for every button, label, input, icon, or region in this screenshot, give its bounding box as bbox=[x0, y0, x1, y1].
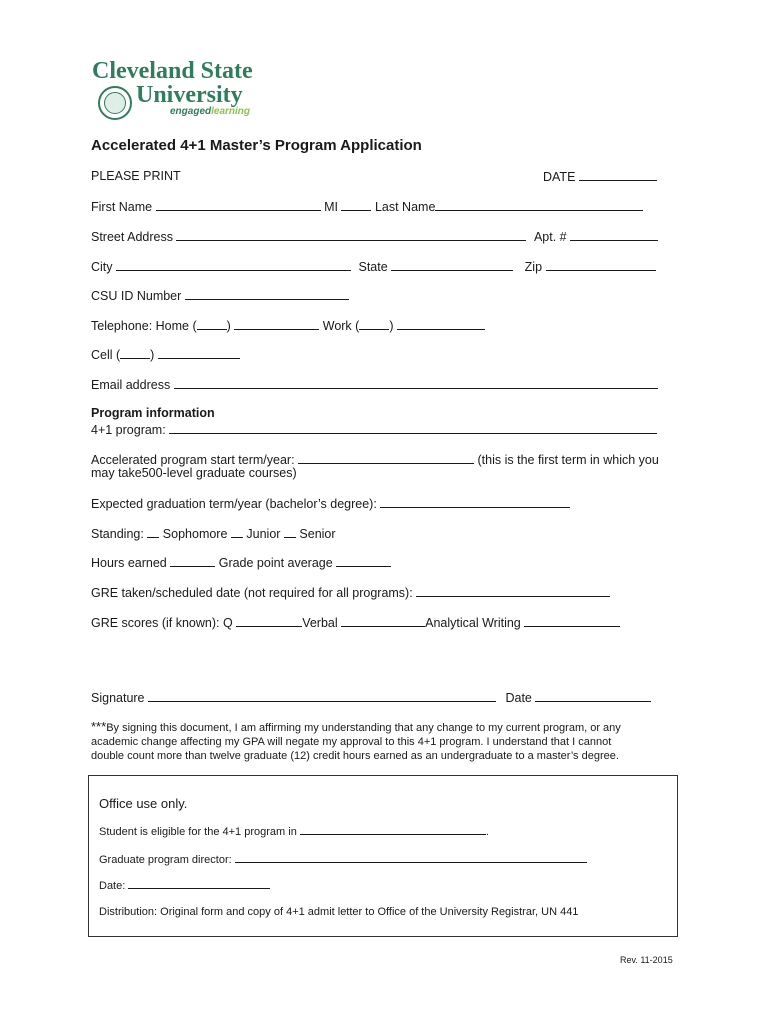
director-row bbox=[99, 852, 587, 866]
csu-id-label: CSU ID Number bbox=[91, 289, 182, 303]
signature-field[interactable] bbox=[148, 690, 496, 702]
program-row bbox=[91, 422, 657, 437]
gpa-label: Grade point average bbox=[218, 556, 333, 570]
disclaimer-line3: double count more than twelve graduate (12) credit hours earned as an undergraduate to a master’s degree. bbox=[91, 750, 619, 762]
gre-scores-row bbox=[91, 615, 620, 630]
program-info-heading: Program information bbox=[91, 406, 215, 420]
signature-label: Signature bbox=[91, 691, 145, 705]
work-label: Work ( bbox=[322, 319, 360, 333]
zip-field[interactable] bbox=[546, 259, 656, 271]
gre-scores-label: GRE scores (if known): Q bbox=[91, 616, 233, 630]
office-heading: Office use only. bbox=[99, 796, 188, 811]
logo-tagline bbox=[170, 106, 250, 117]
cell-label: Cell ( bbox=[91, 348, 121, 362]
logo-line2: University bbox=[136, 82, 243, 108]
hours-label: Hours earned bbox=[91, 556, 167, 570]
start-term-field[interactable] bbox=[298, 452, 474, 464]
grad-term-label: Expected graduation term/year (bachelor’s degree): bbox=[91, 497, 377, 511]
office-date-field[interactable] bbox=[128, 878, 270, 889]
tagline-learning: learning bbox=[211, 106, 251, 117]
email-label: Email address bbox=[91, 378, 171, 392]
tagline-engaged: engaged bbox=[170, 106, 212, 117]
gre-date-row bbox=[91, 585, 610, 600]
university-logo bbox=[92, 58, 272, 122]
csu-id-row bbox=[91, 288, 349, 303]
start-term-row bbox=[91, 452, 659, 467]
eligible-term-field[interactable] bbox=[300, 824, 486, 835]
hours-gpa-row bbox=[91, 555, 391, 570]
mi-label: MI bbox=[324, 200, 338, 214]
date-row bbox=[543, 169, 657, 184]
hours-field[interactable] bbox=[170, 555, 215, 567]
state-field[interactable] bbox=[391, 259, 513, 271]
program-label: 4+1 program: bbox=[91, 423, 166, 437]
last-name-field[interactable] bbox=[435, 199, 643, 211]
city-label: City bbox=[91, 260, 113, 274]
disclaimer-stars: *** bbox=[91, 719, 107, 734]
first-name-label: First Name bbox=[91, 200, 153, 214]
logo-line1: Cleveland State bbox=[92, 58, 253, 84]
signature-row bbox=[91, 690, 651, 705]
start-term-note: (this is the first term in which you bbox=[477, 453, 659, 467]
standing-row bbox=[91, 526, 336, 541]
home-phone-field[interactable] bbox=[234, 318, 319, 330]
state-label: State bbox=[358, 260, 388, 274]
city-row bbox=[91, 259, 656, 274]
work-area-code-field[interactable] bbox=[359, 318, 389, 330]
office-date-row bbox=[99, 878, 270, 892]
email-field[interactable] bbox=[174, 377, 658, 389]
office-use-box bbox=[88, 775, 678, 937]
sophomore-label: Sophomore bbox=[162, 527, 228, 541]
disclaimer-line2: academic change affecting my GPA will negate my approval to this 4+1 program. I understand that I cannot bbox=[91, 736, 612, 748]
street-field[interactable] bbox=[176, 229, 526, 241]
verbal-label: Verbal bbox=[302, 616, 338, 630]
analytical-label: Analytical Writing bbox=[425, 616, 521, 630]
sig-date-label: Date bbox=[505, 691, 532, 705]
zip-label: Zip bbox=[524, 260, 543, 274]
start-term-note-line2: may take500-level graduate courses) bbox=[91, 466, 297, 480]
revision-label: Rev. 11-2015 bbox=[620, 955, 673, 965]
sig-date-field[interactable] bbox=[535, 690, 651, 702]
last-name-label: Last Name bbox=[374, 200, 436, 214]
street-label: Street Address bbox=[91, 230, 173, 244]
cell-area-code-field[interactable] bbox=[120, 347, 150, 359]
junior-check[interactable] bbox=[231, 526, 243, 538]
sophomore-check[interactable] bbox=[147, 526, 159, 538]
disclaimer bbox=[91, 720, 621, 763]
senior-label: Senior bbox=[299, 527, 336, 541]
email-row bbox=[91, 377, 658, 392]
analytical-field[interactable] bbox=[524, 615, 620, 627]
grad-term-row bbox=[91, 496, 570, 511]
start-term-label: Accelerated program start term/year: bbox=[91, 453, 295, 467]
disclaimer-line1 bbox=[91, 720, 621, 735]
junior-label: Junior bbox=[246, 527, 281, 541]
director-field[interactable] bbox=[235, 852, 587, 863]
telephone-row: Telephone: Home ( ) Work ( ) bbox=[91, 318, 485, 333]
form-title: Accelerated 4+1 Master’s Program Application bbox=[91, 137, 422, 154]
home-area-code-field[interactable] bbox=[197, 318, 227, 330]
csu-id-field[interactable] bbox=[185, 288, 349, 300]
office-date-label: Date: bbox=[99, 880, 126, 892]
gpa-field[interactable] bbox=[336, 555, 391, 567]
street-row bbox=[91, 229, 658, 244]
first-name-field[interactable] bbox=[156, 199, 321, 211]
city-field[interactable] bbox=[116, 259, 351, 271]
grad-term-field[interactable] bbox=[380, 496, 570, 508]
name-row bbox=[91, 199, 643, 214]
please-print-label: PLEASE PRINT bbox=[91, 169, 181, 183]
university-seal-icon bbox=[98, 86, 132, 120]
director-label: Graduate program director: bbox=[99, 854, 232, 866]
standing-label: Standing: bbox=[91, 527, 144, 541]
work-phone-field[interactable] bbox=[397, 318, 485, 330]
verbal-field[interactable] bbox=[341, 615, 425, 627]
cell-phone-field[interactable] bbox=[158, 347, 240, 359]
apt-field[interactable] bbox=[570, 229, 658, 241]
disclaimer-text-1: By signing this document, I am affirming my understanding that any change to my current program, or any bbox=[106, 722, 621, 734]
eligible-label: Student is eligible for the 4+1 program in bbox=[99, 826, 297, 838]
gre-date-label: GRE taken/scheduled date (not required for all programs): bbox=[91, 586, 413, 600]
gre-q-field[interactable] bbox=[236, 615, 302, 627]
apt-label: Apt. # bbox=[533, 230, 567, 244]
telephone-home-label: Telephone: Home ( bbox=[91, 319, 197, 333]
program-field[interactable] bbox=[169, 422, 657, 434]
mi-field[interactable] bbox=[341, 199, 371, 211]
date-label: DATE bbox=[543, 170, 576, 184]
senior-check[interactable] bbox=[284, 526, 296, 538]
cell-row: Cell ( ) bbox=[91, 347, 240, 362]
distribution-note: Distribution: Original form and copy of 4+1 admit letter to Office of the University Registrar, UN 441 bbox=[99, 906, 579, 918]
date-field[interactable] bbox=[579, 169, 657, 181]
eligible-row: Student is eligible for the 4+1 program in . bbox=[99, 826, 489, 838]
gre-date-field[interactable] bbox=[416, 585, 610, 597]
